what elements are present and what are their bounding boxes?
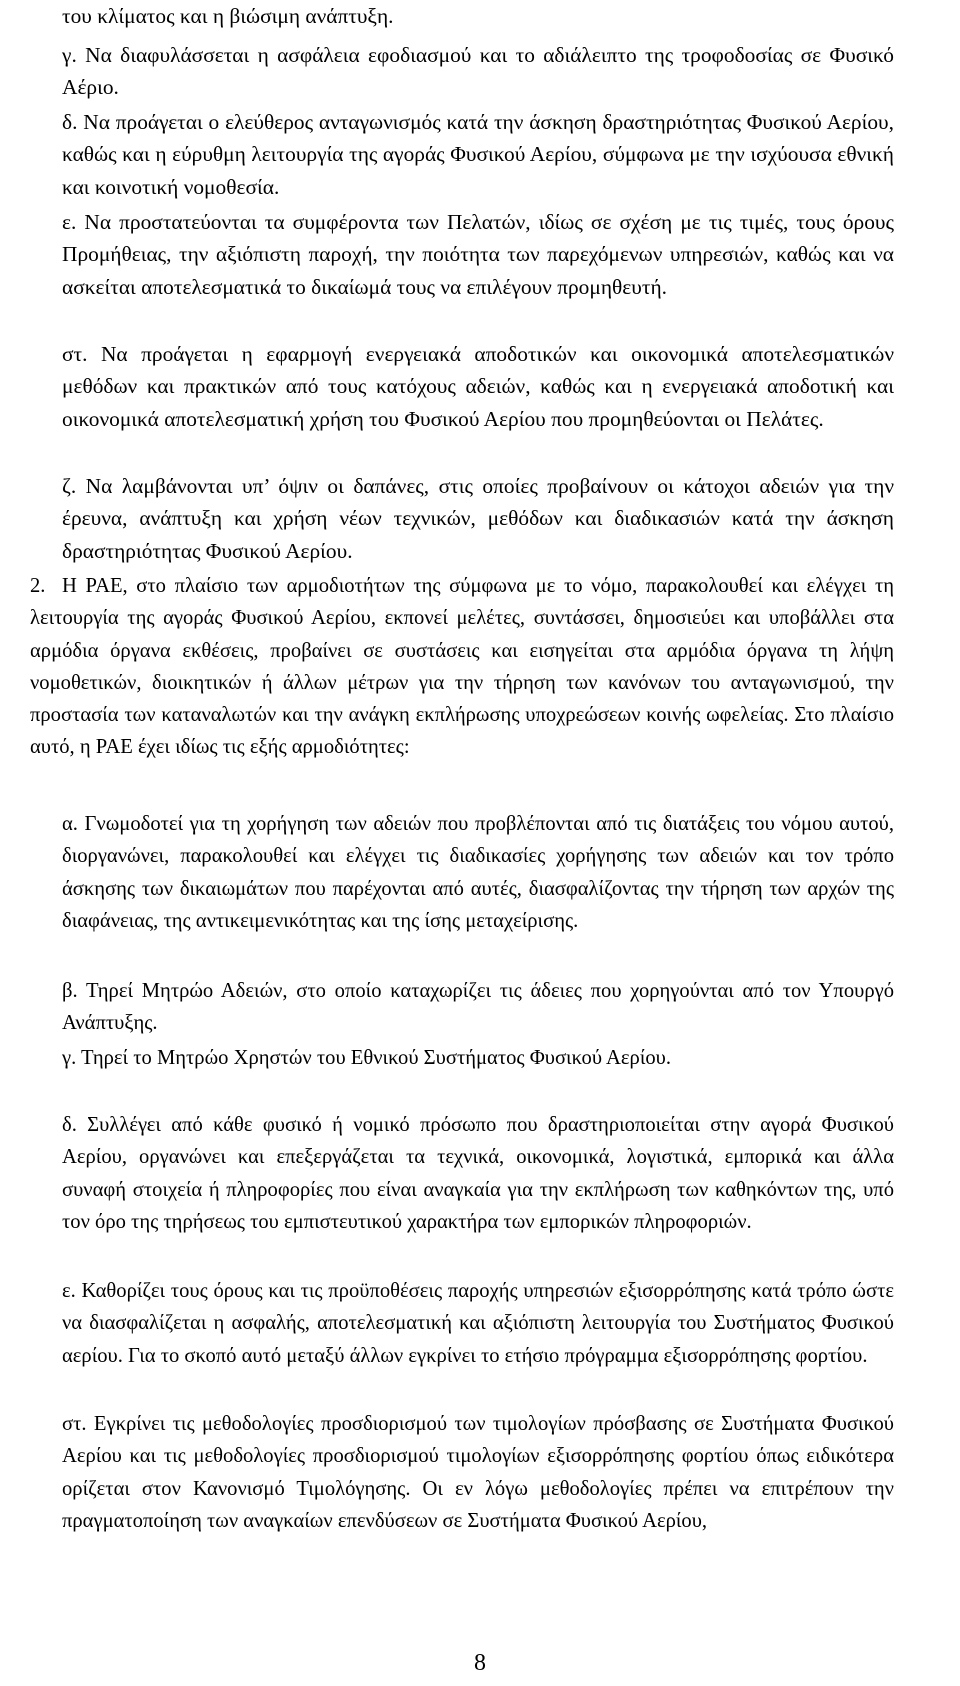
section-number: 2.: [30, 575, 46, 597]
sublist-item-e: ε. Καθορίζει τους όρους και τις προϋποθέσεις παροχής υπηρεσιών εξισορρόπησης κατά τρόπο ώστε να διασφαλίζεται η ασφαλής, αποτελεσματική και αξιόπιστη λειτουργία του Συστήματος Φυσικού αερίου. Για το σκοπό αυτό μεταξύ άλλων εγκρίνει το ετήσιο πρόγραμμα εξισορρόπησης φορτίου.: [62, 1280, 894, 1367]
list-item-z: ζ. Να λαμβάνονται υπ’ όψιν οι δαπάνες, στις οποίες προβαίνουν οι κάτοχοι αδειών για την έρευνα, ανάπτυξη και χρήση νέων τεχνικών, μεθόδων και διαδικασιών κατά την άσκηση δραστηριότητας Φυσικού Αερίου.: [62, 474, 894, 563]
list-item-st: στ. Να προάγεται η εφαρμογή ενεργειακά αποδοτικών και οικονομικά αποτελεσματικών μεθόδων και πρακτικών από τους κατόχους αδειών, καθώς και η ενεργειακά αποδοτική και οικονομικά αποτελεσματική χρήση του Φυσικού Αερίου που προμηθεύονται οι Πελάτες.: [62, 342, 894, 431]
sublist-item-st: στ. Εγκρίνει τις μεθοδολογίες προσδιορισμού των τιμολογίων πρόσβασης σε Συστήματα Φυσικού Αερίου και τις μεθοδολογίες προσδιορισμού τιμολογίων εξισορρόπησης φορτίου όπως ειδικότερα ορίζεται στον Κανονισμό Τιμολόγησης. Οι εν λόγω μεθοδολογίες πρέπει να επιτρέπουν την πραγματοποίηση των αναγκαίων επενδύσεων σε Συστήματα Φυσικού Αερίου,: [62, 1413, 894, 1532]
sublist-item-a: α. Γνωμοδοτεί για τη χορήγηση των αδειών που προβλέπονται από τις διατάξεις του νόμου αυτού, διοργανώνει, παρακολουθεί και ελέγχει τις διαδικασίες χορήγησης των αδειών και τον τρόπο άσκησης των δικαιωμάτων που παρέχονται από αυτές, διασφαλίζοντας την τήρηση των αρχών της διαφάνειας, της αντικειμενικότητας και της ίσης μεταχείρισης.: [62, 813, 894, 932]
section-2-paragraph: [30, 570, 894, 764]
sublist-item-b: β. Τηρεί Μητρώο Αδειών, στο οποίο καταχωρίζει τις άδειες που χορηγούνται από τον Υπουργό Ανάπτυξης.: [62, 980, 894, 1035]
list-item-e: ε. Να προστατεύονται τα συμφέροντα των Πελατών, ιδίως σε σχέση με τις τιμές, τους όρους Προμήθειας, την αξιόπιστη παροχή, την ποιότητα των παρεχόμενων υπηρεσιών, καθώς και να ασκείται αποτελεσματικά το δικαίωμά τους να επιλέγουν προμηθευτή.: [62, 210, 894, 299]
list-item-d: δ. Να προάγεται ο ελεύθερος ανταγωνισμός κατά την άσκηση δραστηριότητας Φυσικού Αερίου, καθώς και η εύρυθμη λειτουργία της αγοράς Φυσικού Αερίου, σύμφωνα με την ισχύουσα εθνική και κοινοτική νομοθεσία.: [62, 110, 894, 199]
sublist-item-g: γ. Τηρεί το Μητρώο Χρηστών του Εθνικού Συστήματος Φυσικού Αερίου.: [62, 1047, 672, 1069]
list-item-g: γ. Να διαφυλάσσεται η ασφάλεια εφοδιασμού και το αδιάλειπτο της τροφοδοσίας σε Φυσικό Αέριο.: [62, 43, 894, 100]
page-number: 8: [474, 1650, 486, 1676]
sublist-item-d: δ. Συλλέγει από κάθε φυσικό ή νομικό πρόσωπο που δραστηριοποιείται στην αγορά Φυσικού Αερίου, οργανώνει και επεξεργάζεται τα τεχνικά, οικονομικά, λογιστικά, εμπορικά και άλλα συναφή στοιχεία ή πληροφορίες που είναι αναγκαία για την εκπλήρωση των καθηκόντων της, υπό τον όρο της τηρήσεως του εμπιστευτικού χαρακτήρα των εμπορικών πληροφοριών.: [62, 1114, 894, 1233]
section-2-text: Η ΡΑΕ, στο πλαίσιο των αρμοδιοτήτων της σύμφωνα με το νόμο, παρακολουθεί και ελέγχει τη λειτουργία της αγοράς Φυσικού Αερίου, εκπονεί μελέτες, συντάσσει, δημοσιεύει και υποβάλλει στα αρμόδια όργανα εκθέσεις, προβαίνει σε συστάσεις και εισηγείται στα αρμόδια όργανα τη λήψη νομοθετικών, διοικητικών ή άλλων μέτρων για την τήρηση των κανόνων του ανταγωνισμού, την προστασία των καταναλωτών και την ανάγκη εκπλήρωσης υποχρεώσεων κοινής ωφελείας. Στο πλαίσιο αυτό, η ΡΑΕ έχει ιδίως τις εξής αρμοδιότητες:: [30, 575, 894, 759]
paragraph-intro-tail: του κλίματος και η βιώσιμη ανάπτυξη.: [62, 4, 394, 28]
